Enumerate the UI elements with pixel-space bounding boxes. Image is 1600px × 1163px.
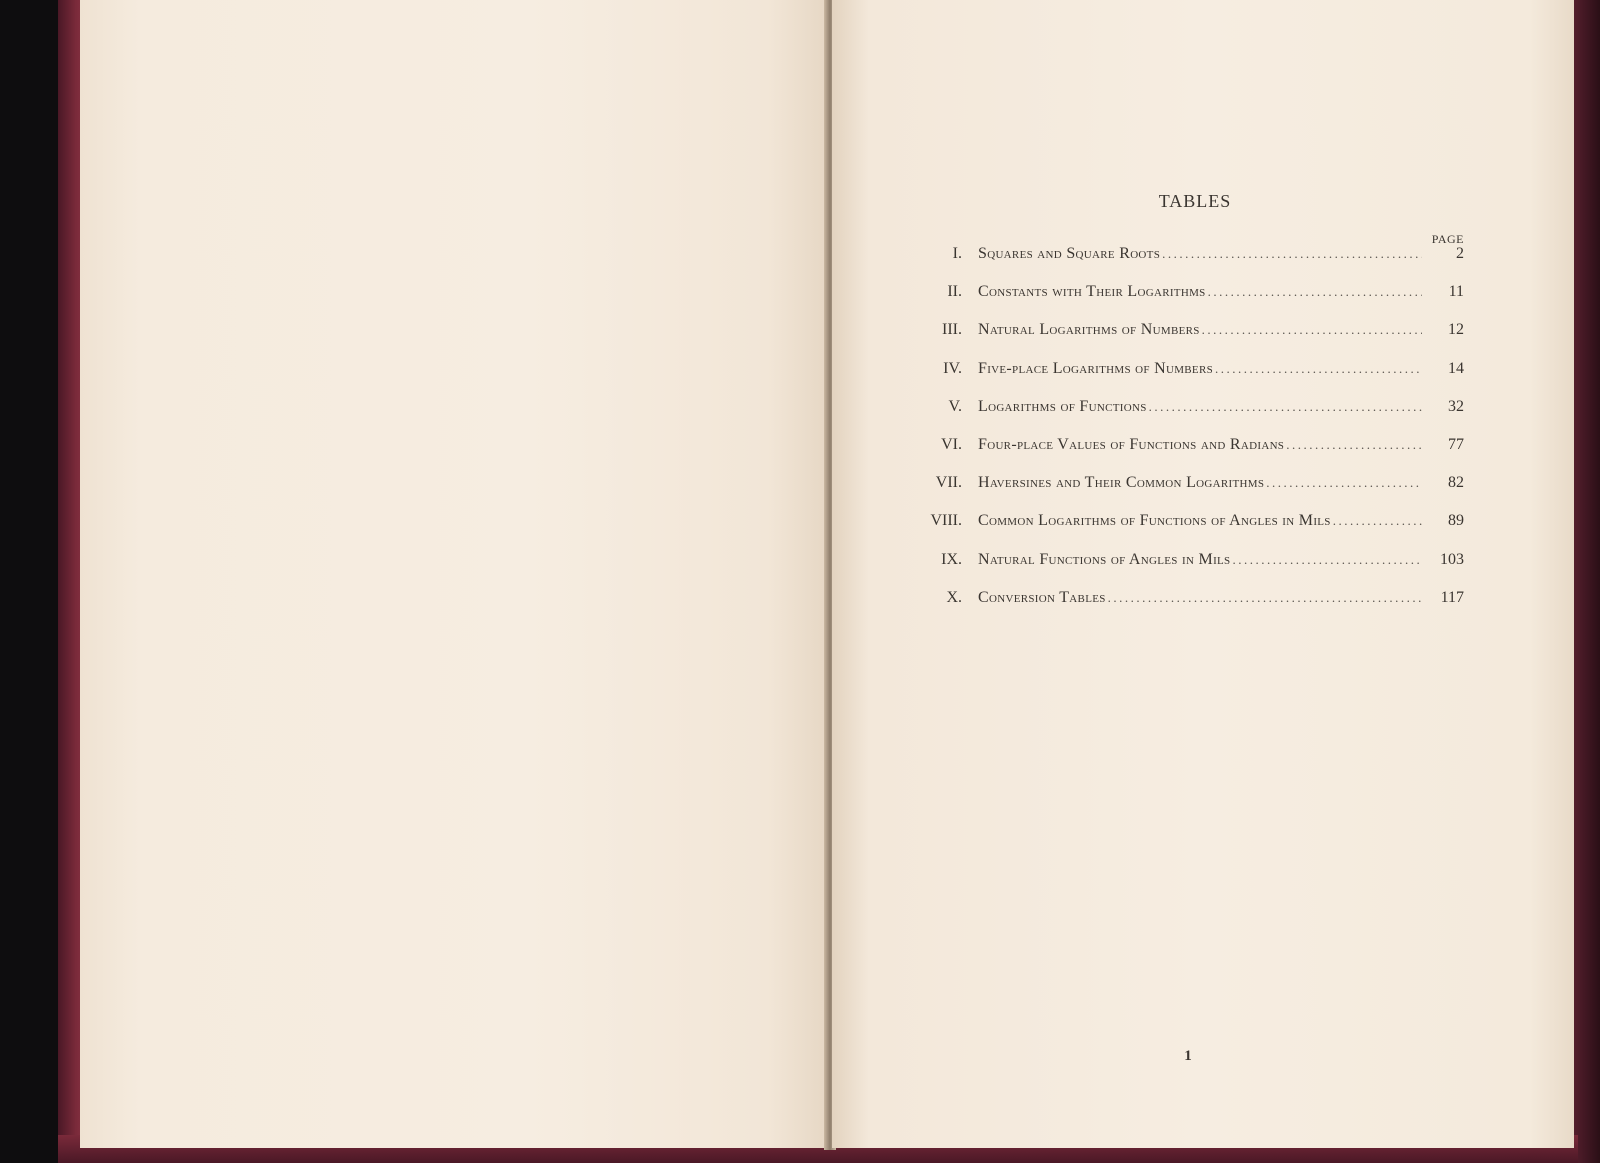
toc-entry-title: Haversines and Their Common Logarithms — [978, 474, 1265, 492]
book-cover-right-edge — [1570, 0, 1600, 1163]
toc-entry-number: IX. — [941, 550, 962, 568]
toc-entry-number: III. — [942, 321, 962, 339]
toc-entry-page: 32 — [1448, 397, 1464, 415]
toc-entry-page: 12 — [1448, 321, 1464, 339]
toc-entry-title: Constants with Their Logarithms — [978, 283, 1206, 301]
toc-entry-number: I. — [952, 245, 962, 262]
toc-entry-number: II. — [947, 283, 962, 301]
toc-entry — [900, 474, 1464, 512]
toc-entry — [900, 589, 1464, 627]
toc-entry-title: Logarithms of Functions — [978, 397, 1147, 415]
toc-entry-page: 77 — [1448, 435, 1464, 453]
toc-entry — [900, 360, 1464, 398]
dot-leader — [1215, 361, 1422, 377]
toc-entry-title: Five-place Logarithms of Numbers — [978, 359, 1214, 377]
dot-leader — [1286, 437, 1422, 453]
toc-entry-title: Natural Logarithms of Numbers — [978, 321, 1200, 339]
toc-entry-page: 11 — [1448, 283, 1464, 301]
toc-entry-title: Squares and Square Roots — [978, 245, 1161, 262]
left-page-blank — [80, 0, 830, 1148]
toc-entry — [900, 245, 1464, 283]
toc-entry-page: 2 — [1456, 245, 1464, 262]
toc-entry-number: VI. — [941, 435, 962, 453]
toc-entry — [900, 551, 1464, 589]
dot-leader — [1333, 513, 1422, 529]
dot-leader — [1208, 284, 1422, 300]
toc-entry-title: Four-place Values of Functions and Radians — [978, 435, 1285, 453]
toc-entry-number: V. — [948, 397, 962, 415]
toc-entry-title: Common Logarithms of Functions of Angles in Mils — [978, 512, 1331, 530]
page-number: 1 — [1184, 1048, 1192, 1064]
dot-leader — [1202, 322, 1422, 338]
toc-entry-page: 103 — [1440, 550, 1464, 568]
toc-entry-page: 89 — [1448, 512, 1464, 530]
toc-entry-number: X. — [946, 588, 962, 606]
page-column-label: PAGE — [1431, 232, 1464, 246]
toc-entry-title: Natural Functions of Angles in Mils — [978, 550, 1231, 568]
dot-leader — [1266, 475, 1422, 491]
dot-leader — [1162, 246, 1422, 262]
toc-entry-page: 14 — [1448, 359, 1464, 377]
toc-entry — [900, 436, 1464, 474]
dot-leader — [1149, 399, 1422, 415]
page-title: TABLES — [1158, 191, 1232, 211]
dot-leader — [1108, 590, 1422, 606]
toc-entry — [900, 398, 1464, 436]
toc-entry-page: 117 — [1440, 588, 1464, 606]
toc-entry — [900, 321, 1464, 359]
toc-entry-number: VIII. — [930, 512, 962, 530]
toc-entry — [900, 283, 1464, 321]
toc-entry-title: Conversion Tables — [978, 588, 1106, 606]
toc-entry-page: 82 — [1448, 474, 1464, 492]
dot-leader — [1232, 552, 1422, 568]
toc-entry-number: VII. — [935, 474, 962, 492]
toc-entry-number: IV. — [943, 359, 962, 377]
toc-entry — [900, 512, 1464, 550]
table-of-contents — [900, 245, 1464, 627]
